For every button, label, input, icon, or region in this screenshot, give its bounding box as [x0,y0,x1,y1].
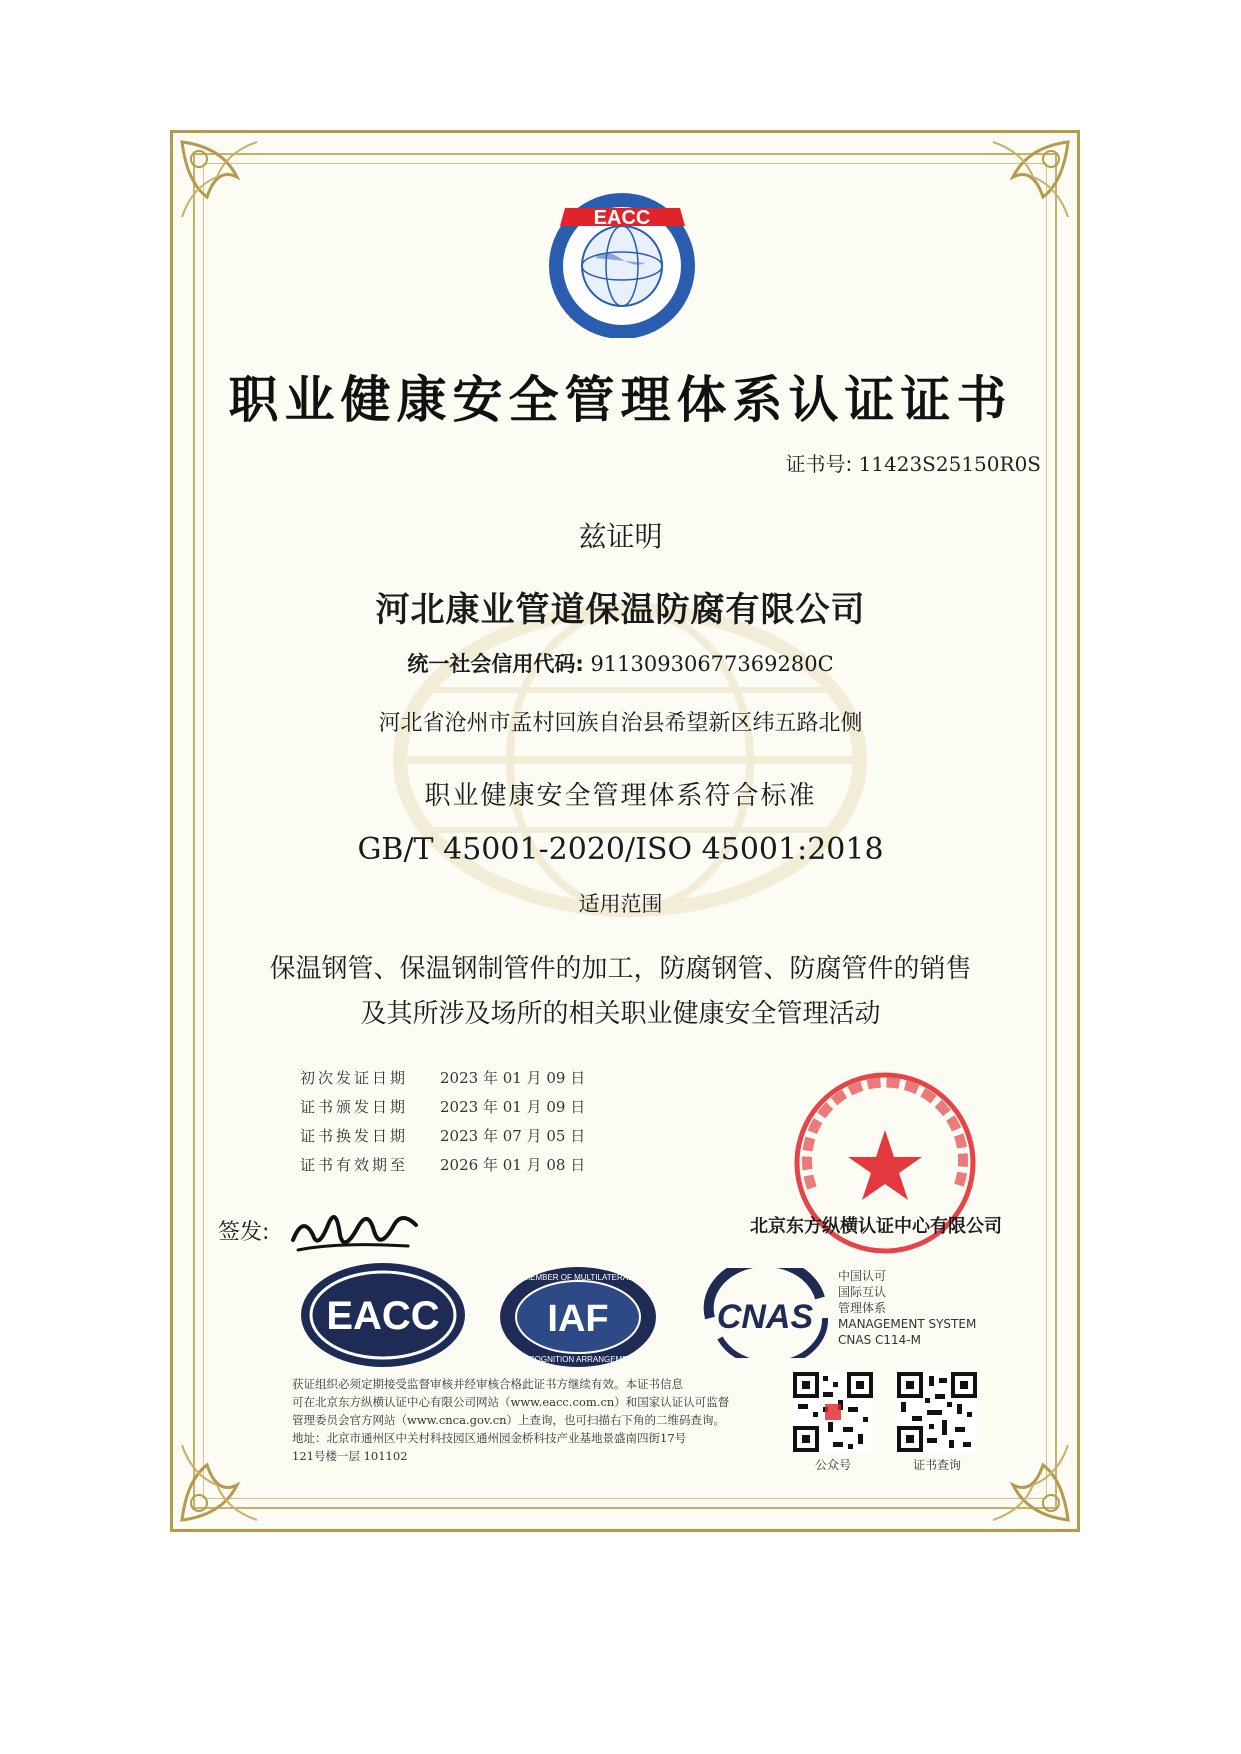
footer-notice [292,1375,772,1465]
certificate-title: 职业健康安全管理体系认证证书 [228,371,1013,429]
qr-label: 公众号 [814,1458,851,1472]
company-address: 河北省沧州市孟村回族自治县希望新区纬五路北侧 [378,711,863,736]
date-table [300,1063,585,1179]
iaf-ring-bottom: RECOGNITION ARRANGEMENT [517,1355,639,1364]
footer-line: 管理委员会官方网站（www.cnca.gov.cn）上查询，也可扫描右下角的二维码查询。 [292,1413,726,1427]
standard-code: GB/T 45001-2020/ISO 45001:2018 [357,832,884,867]
cnas-line: 管理体系 [838,1301,887,1315]
date-value: 2023 年 01 月 09 日 [440,1069,586,1087]
corner-ornament-bottom-left [177,1435,267,1525]
footer-line: 获证组织必须定期接受监督审核并经审核合格此证书方继续有效。本证书信息 [292,1377,683,1391]
scope-line: 保温钢管、保温钢制管件的加工，防腐钢管、防腐管件的销售 [269,954,972,984]
qr-label: 证书查询 [912,1458,961,1472]
scope-line: 及其所涉及场所的相关职业健康安全管理活动 [360,999,881,1029]
cnas-line: 中国认可 [838,1269,887,1283]
company-name: 河北康业管道保温防腐有限公司 [375,590,866,630]
date-label: 证书换发日期 [300,1127,409,1145]
footer-line: 地址：北京市通州区中关村科技园区通州园金桥科技产业基地景盛南四街17号 [292,1431,687,1445]
eacc-logo [535,178,710,338]
qr-code-public-account[interactable] [793,1372,873,1452]
date-label: 证书有效期至 [300,1156,409,1174]
qr-code-certificate-query[interactable] [897,1372,977,1452]
footer-line: 可在北京东方纵横认证中心有限公司网站（www.eacc.com.cn）和国家认证认可监督 [292,1395,730,1409]
iaf-badge-text: IAF [547,1298,609,1340]
certificate-number-value: 11423S25150R0S [858,452,1041,476]
date-value: 2023 年 07 月 05 日 [440,1127,586,1145]
cnas-badge [700,1268,830,1358]
eacc-badge [298,1260,468,1370]
eacc-logo-text: EACC [593,207,651,229]
eacc-badge-text: EACC [326,1294,440,1338]
date-value: 2026 年 01 月 08 日 [440,1156,586,1174]
date-row [300,1121,585,1150]
signature-label: 签发: [218,1220,270,1245]
credit-code-value: 91130930677369280C [590,652,834,676]
date-label: 证书颁发日期 [300,1098,409,1116]
scope-heading: 适用范围 [578,892,663,916]
date-row [300,1150,585,1179]
footer-line: 121号楼一层 101102 [292,1449,408,1463]
date-row [300,1092,585,1121]
cnas-line: MANAGEMENT SYSTEM [838,1317,977,1331]
cnas-line: CNAS C114-M [838,1333,921,1347]
cnas-description [838,1268,976,1348]
credit-code-label: 统一社会信用代码: [407,652,584,676]
corner-ornament-bottom-right [983,1435,1073,1525]
iaf-badge [498,1265,658,1370]
cnas-line: 国际互认 [838,1285,887,1299]
certificate-number-label: 证书号: [785,452,853,476]
conformity-statement: 职业健康安全管理体系符合标准 [424,781,817,811]
certificate-number [785,448,1041,477]
cnas-badge-text: CNAS [716,1298,814,1336]
signature [288,1200,428,1260]
date-label: 初次发证日期 [300,1069,409,1087]
corner-ornament-top-left [177,137,267,227]
hereby-certify: 兹证明 [578,520,663,553]
date-value: 2023 年 01 月 09 日 [440,1098,586,1116]
credit-code [0,648,1241,678]
corner-ornament-top-right [983,137,1073,227]
issuer-name: 北京东方纵横认证中心有限公司 [750,1216,1002,1237]
iaf-ring-top: MEMBER OF MULTILATERAL [523,1273,633,1282]
date-row [300,1063,585,1092]
